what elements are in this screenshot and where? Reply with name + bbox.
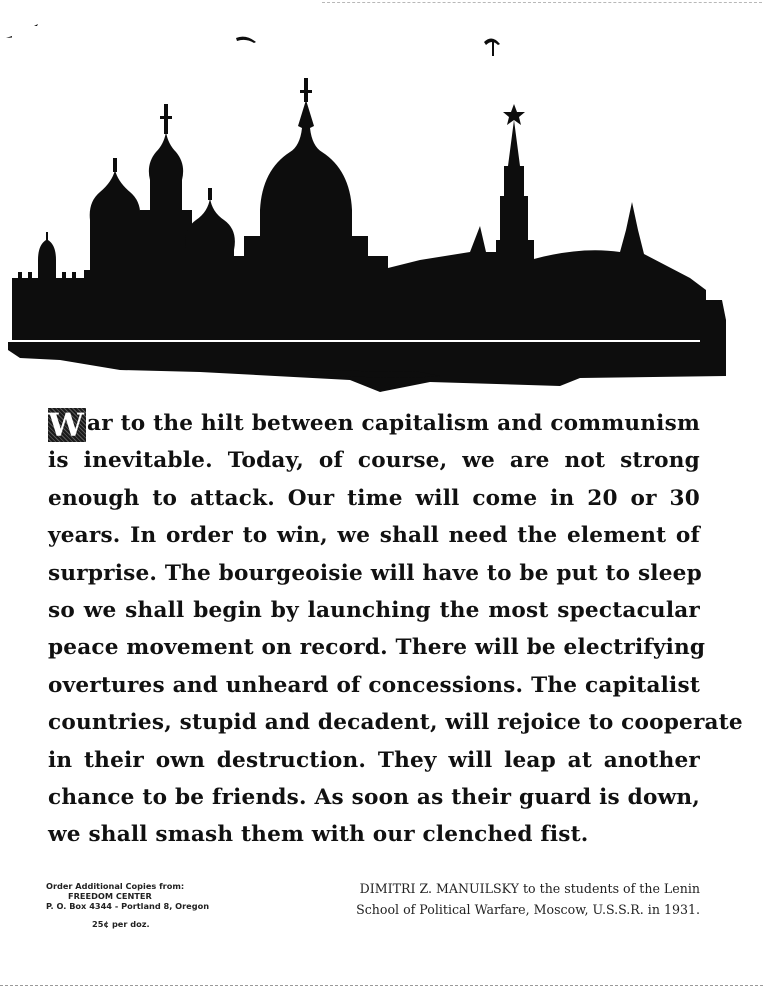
quote-line: is inevitable. Today, of course, we are not strong [48, 448, 700, 474]
order-address: P. O. Box 4344 - Portland 8, Oregon [46, 901, 210, 911]
attribution-line-1: DIMITRI Z. MANUILSKY to the students of the Lenin [359, 881, 700, 896]
quote-line: countries, stupid and decadent, will rejoice to cooperate [48, 710, 743, 736]
order-info [46, 881, 236, 929]
quote-line: enough to attack. Our time will come in 20 or 30 [48, 485, 700, 511]
quote-line: years. In order to win, we shall need the element of [48, 523, 700, 549]
quote-line: overtures and unheard of concessions. The capitalist [48, 672, 700, 698]
bottom-edge-rule [0, 985, 763, 986]
order-heading: Order Additional Copies from: [46, 881, 185, 891]
quote-line: so we shall begin by launching the most spectacular [48, 597, 700, 623]
quote-line [48, 405, 700, 442]
attribution-line-2: School of Political Warfare, Moscow, U.S.S.R. in 1931. [356, 902, 700, 917]
quote-first-line: ar to the hilt between capitalism and communism [87, 411, 700, 436]
quote-line: in their own destruction. They will leap at another [48, 747, 700, 773]
order-organization: FREEDOM CENTER [68, 891, 152, 901]
skyline-silhouette-icon [0, 20, 763, 400]
quote-line: surprise. The bourgeoisie will have to be put to sleep [48, 560, 702, 586]
dropcap-letter: W [48, 406, 85, 444]
quote-line: peace movement on record. There will be electrifying [48, 635, 706, 661]
quote-text [48, 405, 743, 854]
top-edge-rule [322, 2, 762, 3]
order-price: 25¢ per doz. [92, 919, 150, 929]
quote-line: chance to be friends. As soon as their guard is down, [48, 784, 700, 810]
attribution [262, 878, 700, 920]
quote-line: we shall smash them with our clenched fist. [48, 822, 589, 848]
